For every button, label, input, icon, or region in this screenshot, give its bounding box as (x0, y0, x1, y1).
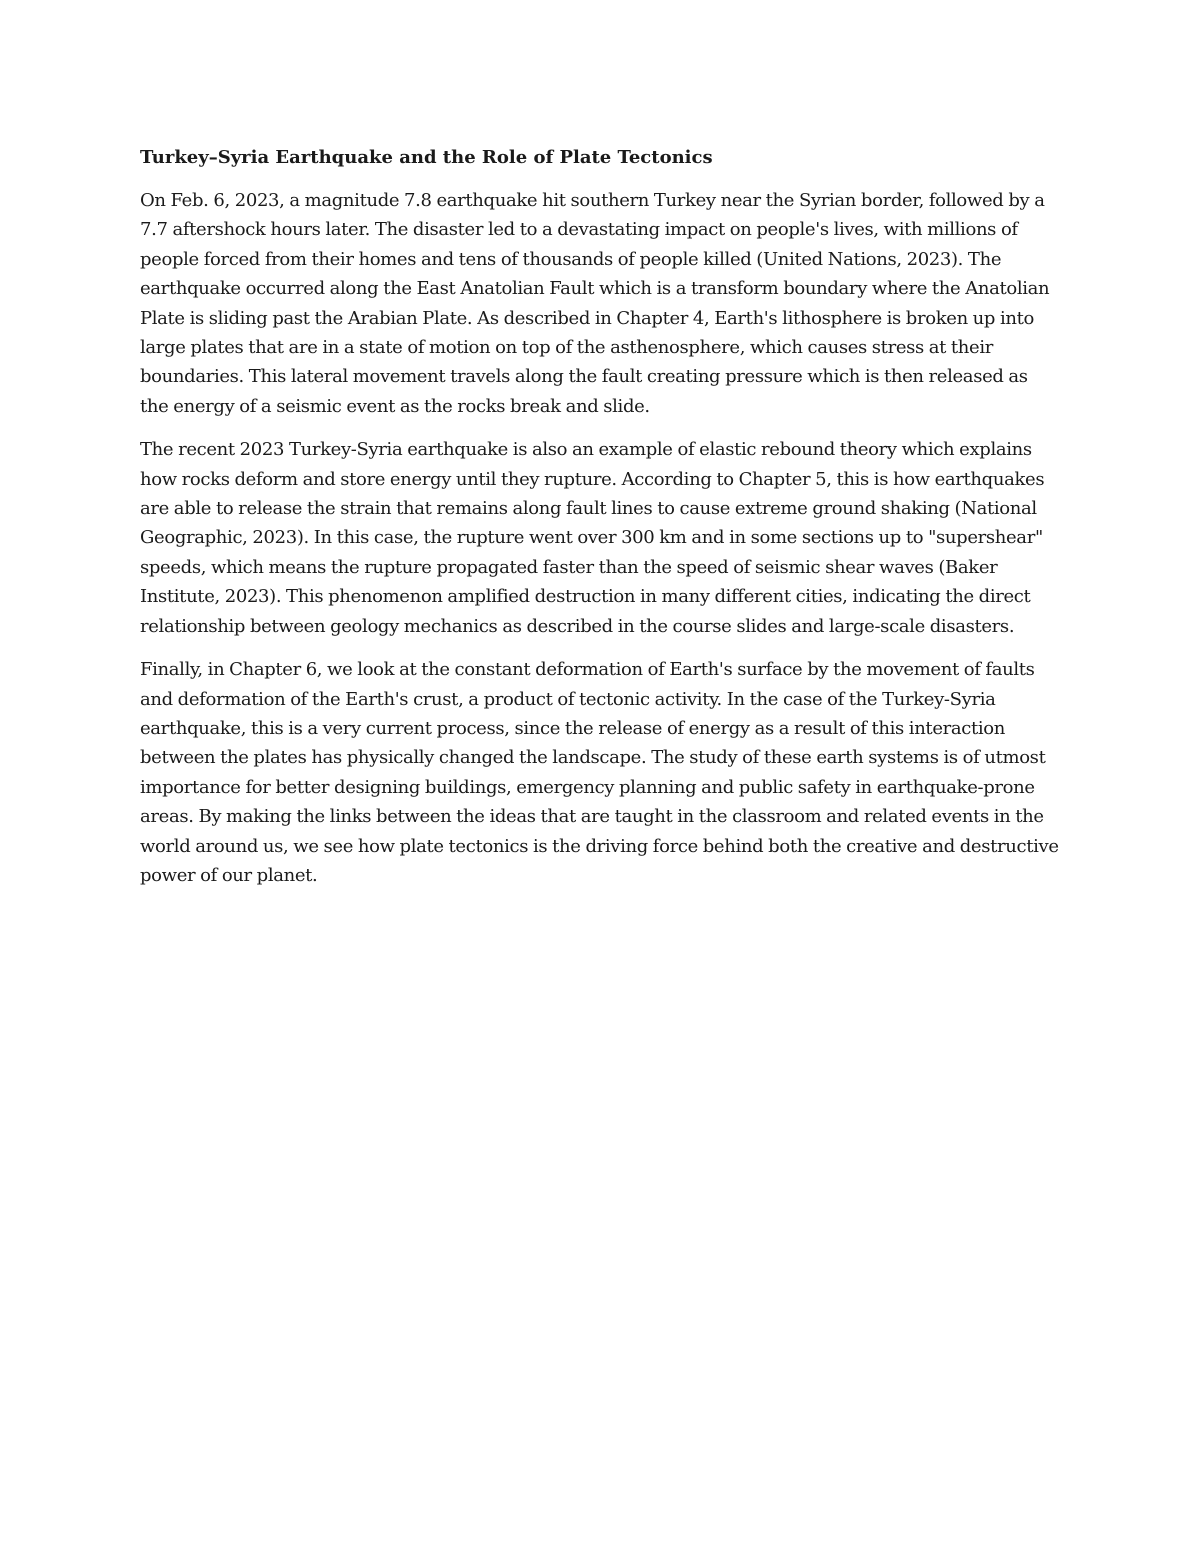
document-title: Turkey–Syria Earthquake and the Role of Plate Tectonics (140, 147, 713, 168)
paragraph-elastic-rebound: The recent 2023 Turkey-Syria earthquake is also an example of elastic rebound theory which explains how rocks deform and store energy until they rupture. According to Chapter 5, this is how earthquakes are able to release the strain that remains along fault lines to cause extreme ground shaking (National Geographic, 2023). In this case, the rupture went over 300 km and in some sections up to "supershear" speeds, which means the rupture propagated faster than the speed of seismic shear waves (Baker Institute, 2023). This phenomenon amplified destruction in many different cities, indicating the direct relationship between geology mechanics as described in the course slides and large-scale disasters. (140, 439, 1045, 637)
paragraph-deformation: Finally, in Chapter 6, we look at the constant deformation of Earth's surface by the movement of faults and deformation of the Earth's crust, a product of tectonic activity. In the case of the Turkey-Syria earthquake, this is a very current process, since the release of energy as a result of this interaction between the plates has physically changed the landscape. The study of these earth systems is of utmost importance for better designing buildings, emergency planning and public safety in earthquake-prone areas. By making the links between the ideas that are taught in the classroom and related events in the world around us, we see how plate tectonics is the driving force behind both the creative and destructive power of our planet. (140, 659, 1059, 886)
paragraph-plate-motion: On Feb. 6, 2023, a magnitude 7.8 earthquake hit southern Turkey near the Syrian border, followed by a 7.7 aftershock hours later. The disaster led to a devastating impact on people's lives, with millions of people forced from their homes and tens of thousands of people killed (United Nations, 2023). The earthquake occurred along the East Anatolian Fault which is a transform boundary where the Anatolian Plate is sliding past the Arabian Plate. As described in Chapter 4, Earth's lithosphere is broken up into large plates that are in a state of motion on top of the asthenosphere, which causes stress at their boundaries. This lateral movement travels along the fault creating pressure which is then released as the energy of a seismic event as the rocks break and slide. (140, 190, 1050, 417)
document-body (140, 143, 1060, 904)
